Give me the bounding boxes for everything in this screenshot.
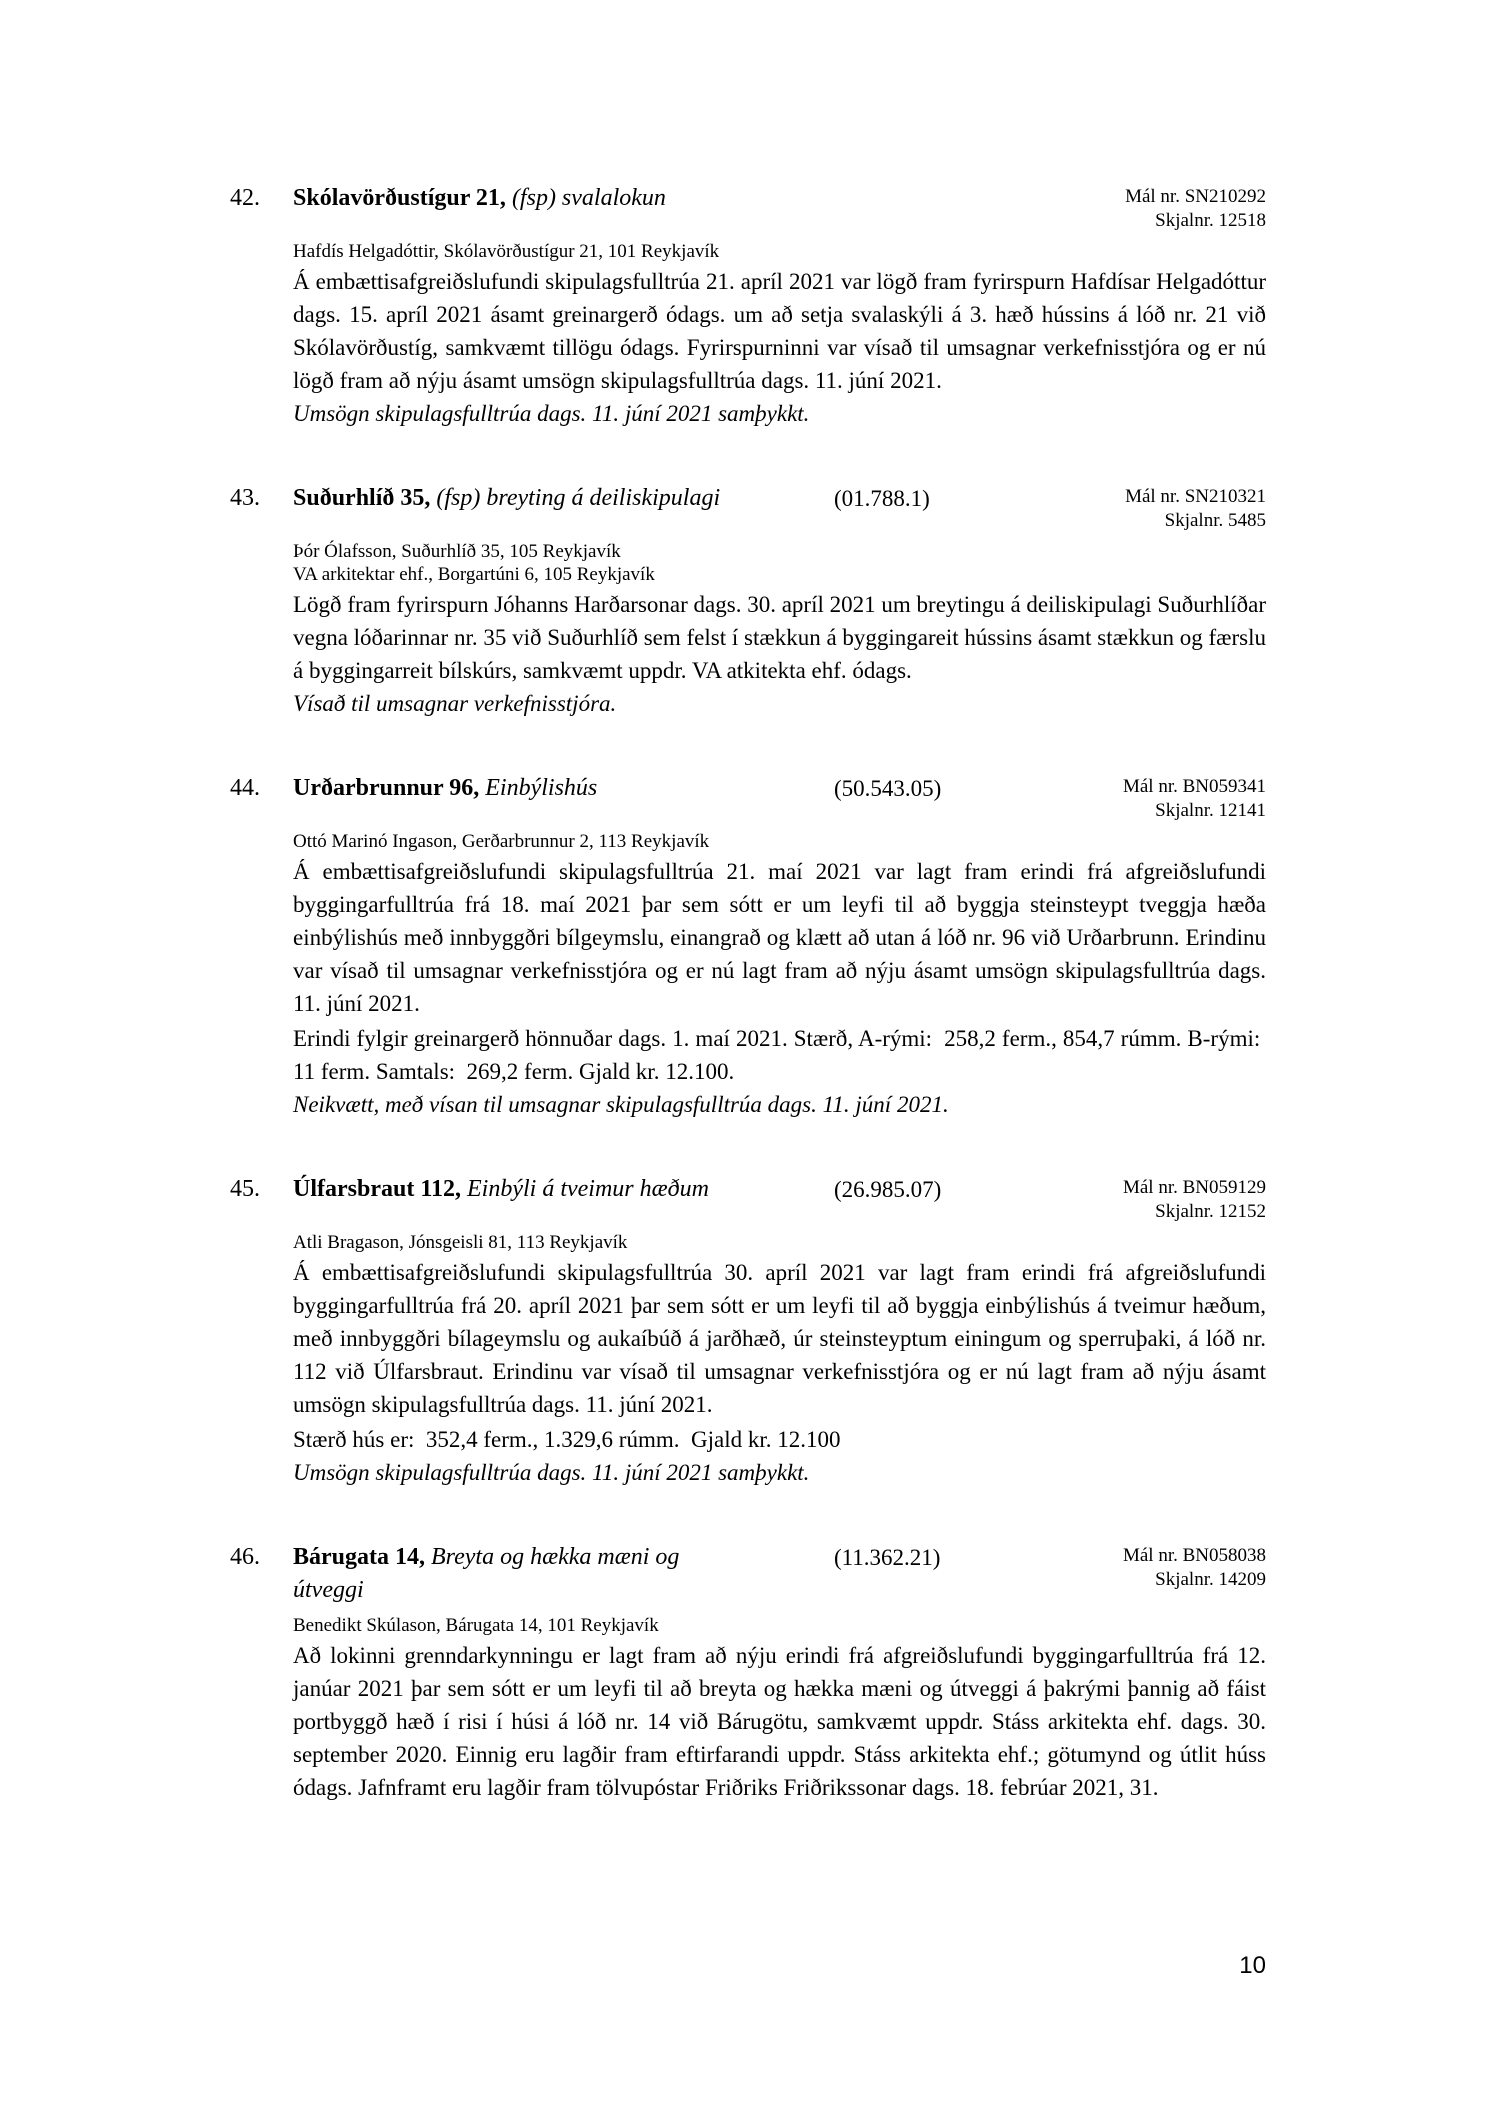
- item-body: Á embættisafgreiðslufundi skipulagsfulltrúa 21. maí 2021 var lagt fram erindi frá afgreiðslufundi byggingarfulltrúa frá 18. maí 2021 þar sem sótt er um leyfi til að byggja steinsteypt tveggja hæða einbýlishús með innbyggðri bílgeymslu, einangrað og klætt að utan á lóð nr. 96 við Urðarbrunn. Erindinu var vísað til umsagnar verkefnisstjóra og er nú lagt fram að nýju ásamt umsögn skipulagsfulltrúa dags. 11. júní 2021.: [293, 859, 1266, 1016]
- item-decision: Neikvætt, með vísan til umsagnar skipulagsfulltrúa dags. 11. júní 2021.: [293, 1092, 949, 1117]
- item-address: Suðurhlíð 35,: [293, 485, 431, 511]
- item-subtitle: Einbýlishús: [485, 775, 598, 801]
- item-references: [1123, 772, 1266, 823]
- item-body: Á embættisafgreiðslufundi skipulagsfulltrúa 30. apríl 2021 var lagt fram erindi frá afgreiðslufundi byggingarfulltrúa frá 20. apríl 2021 þar sem sótt er um leyfi til að byggja einbýlishús á tveimur hæðum, með innbyggðri bílageymslu og aukaíbúð á jarðhæð, úr steinsteyptum einingum og sperruþaki, á lóð nr. 112 við Úlfarsbraut. Erindinu var vísað til umsagnar verkefnisstjóra og er nú lagt fram að nýju ásamt umsögn skipulagsfulltrúa dags. 11. júní 2021.: [293, 1260, 1266, 1417]
- item-number: 44.: [230, 775, 260, 801]
- page-number: 10: [1239, 1952, 1266, 1979]
- item-number: 42.: [230, 185, 260, 211]
- document-number: Skjalnr. 5485: [1164, 510, 1266, 531]
- agenda-items-list: [230, 182, 1266, 1856]
- party-line: Hafdís Helgadóttir, Skólavörðustígur 21, 101 Reykjavík: [293, 241, 720, 262]
- agenda-item-44: [230, 772, 1266, 1121]
- item-number: 46.: [230, 1544, 260, 1570]
- case-number: Mál nr. SN210321: [1125, 486, 1266, 507]
- case-number: Mál nr. BN058038: [1122, 1545, 1266, 1566]
- item-address: Úlfarsbraut 112,: [293, 1176, 461, 1202]
- item-decision: Vísað til umsagnar verkefnisstjóra.: [293, 691, 617, 716]
- item-subtitle: Einbýli á tveimur hæðum: [467, 1176, 709, 1202]
- item-subtitle: (fsp) svalalokun: [511, 185, 666, 211]
- item-details: Erindi fylgir greinargerð hönnuðar dags. 1. maí 2021. Stærð, A-rými: 258,2 ferm., 854,7 rúmm. B-rými: 11 ferm. Samtals: 269,2 ferm. Gjald kr. 12.100.: [293, 1026, 1266, 1084]
- item-details: Stærð hús er: 352,4 ferm., 1.329,6 rúmm. Gjald kr. 12.100: [293, 1427, 841, 1452]
- party-line: VA arkitektar ehf., Borgartúni 6, 105 Reykjavík: [293, 564, 655, 585]
- item-plan-code: (01.788.1): [834, 486, 930, 511]
- item-body: Á embættisafgreiðslufundi skipulagsfulltrúa 21. apríl 2021 var lögð fram fyrirspurn Hafdísar Helgadóttur dags. 15. apríl 2021 ásamt greinargerð ódags. um að setja svalaskýli á 3. hæð hússins á lóð nr. 21 við Skólavörðustíg, samkvæmt tillögu ódags. Fyrirspurninni var vísað til umsagnar verkefnisstjóra og er nú lögð fram að nýju ásamt umsögn skipulagsfulltrúa dags. 11. júní 2021.: [293, 269, 1266, 393]
- item-address: Skólavörðustígur 21,: [293, 185, 506, 211]
- item-address: Urðarbrunnur 96,: [293, 775, 480, 801]
- item-references: [1125, 482, 1266, 533]
- item-body: Lögð fram fyrirspurn Jóhanns Harðarsonar dags. 30. apríl 2021 um breytingu á deiliskipulagi Suðurhlíðar vegna lóðarinnar nr. 35 við Suðurhlíð sem felst í stækkun á byggingareit hússins ásamt stækkun og færslu á byggingarreit bílskúrs, samkvæmt uppdr. VA atkitekta ehf. ódags.: [293, 592, 1266, 683]
- agenda-item-46: [230, 1541, 1266, 1804]
- item-parties: [293, 830, 1266, 853]
- item-header: [293, 772, 1266, 823]
- item-title-block: [293, 772, 834, 805]
- party-line: Þór Ólafsson, Suðurhlíð 35, 105 Reykjavík: [293, 541, 621, 562]
- item-decision: Umsögn skipulagsfulltrúa dags. 11. júní 2021 samþykkt.: [293, 401, 810, 426]
- item-number: 45.: [230, 1176, 260, 1202]
- document-number: Skjalnr. 12152: [1155, 1201, 1266, 1222]
- item-header: [293, 1541, 1266, 1607]
- item-body: Að lokinni grenndarkynningu er lagt fram að nýju erindi frá afgreiðslufundi byggingarfulltrúa frá 12. janúar 2021 þar sem sótt er um leyfi til að breyta og hækka mæni og útveggi á þakrými þannig að fáist portbyggð hæð í risi í húsi á lóð nr. 14 við Bárugötu, samkvæmt uppdr. Stáss arkitekta ehf. dags. 30. september 2020. Einnig eru lagðir fram eftirfarandi uppdr. Stáss arkitekta ehf.; götumynd og útlit húss ódags. Jafnframt eru lagðir fram tölvupóstar Friðriks Friðrikssonar dags. 18. febrúar 2021, 31.: [293, 1643, 1266, 1800]
- item-content: [293, 1541, 1266, 1804]
- item-number: 43.: [230, 485, 260, 511]
- item-plan-code: (50.543.05): [834, 776, 942, 801]
- document-number: Skjalnr. 14209: [1155, 1569, 1266, 1590]
- item-header: [293, 482, 1266, 533]
- item-subtitle: (fsp) breyting á deiliskipulagi: [436, 485, 721, 511]
- agenda-item-43: [230, 482, 1266, 720]
- item-plan-code: (26.985.07): [834, 1177, 942, 1202]
- item-references: [1125, 182, 1266, 233]
- item-address: Bárugata 14,: [293, 1544, 425, 1570]
- item-subtitle-line2: útveggi: [293, 1577, 364, 1603]
- item-parties: [293, 540, 1266, 586]
- case-number: Mál nr. BN059341: [1122, 776, 1266, 797]
- item-title-block: [293, 182, 834, 215]
- item-title-block: [293, 482, 834, 515]
- item-subtitle: Breyta og hækka mæni og: [431, 1544, 680, 1570]
- document-number: Skjalnr. 12518: [1155, 210, 1266, 231]
- item-content: [293, 772, 1266, 1121]
- item-references: [1123, 1541, 1266, 1592]
- case-number: Mál nr. BN059129: [1122, 1177, 1266, 1198]
- party-line: Atli Bragason, Jónsgeisli 81, 113 Reykjavík: [293, 1232, 628, 1253]
- party-line: Ottó Marinó Ingason, Gerðarbrunnur 2, 113 Reykjavík: [293, 831, 710, 852]
- agenda-item-45: [230, 1173, 1266, 1489]
- item-parties: [293, 1614, 1266, 1637]
- party-line: Benedikt Skúlason, Bárugata 14, 101 Reykjavík: [293, 1615, 659, 1636]
- item-header: [293, 182, 1266, 233]
- item-references: [1123, 1173, 1266, 1224]
- item-title-block: [293, 1173, 834, 1206]
- item-plan-code: (11.362.21): [834, 1545, 941, 1570]
- item-content: [293, 482, 1266, 720]
- agenda-item-42: [230, 182, 1266, 430]
- case-number: Mál nr. SN210292: [1125, 186, 1266, 207]
- item-content: [293, 1173, 1266, 1489]
- item-parties: [293, 1231, 1266, 1254]
- item-title-block: [293, 1541, 834, 1607]
- item-decision: Umsögn skipulagsfulltrúa dags. 11. júní 2021 samþykkt.: [293, 1460, 810, 1485]
- document-number: Skjalnr. 12141: [1155, 800, 1266, 821]
- item-content: [293, 182, 1266, 430]
- item-header: [293, 1173, 1266, 1224]
- item-parties: [293, 240, 1266, 263]
